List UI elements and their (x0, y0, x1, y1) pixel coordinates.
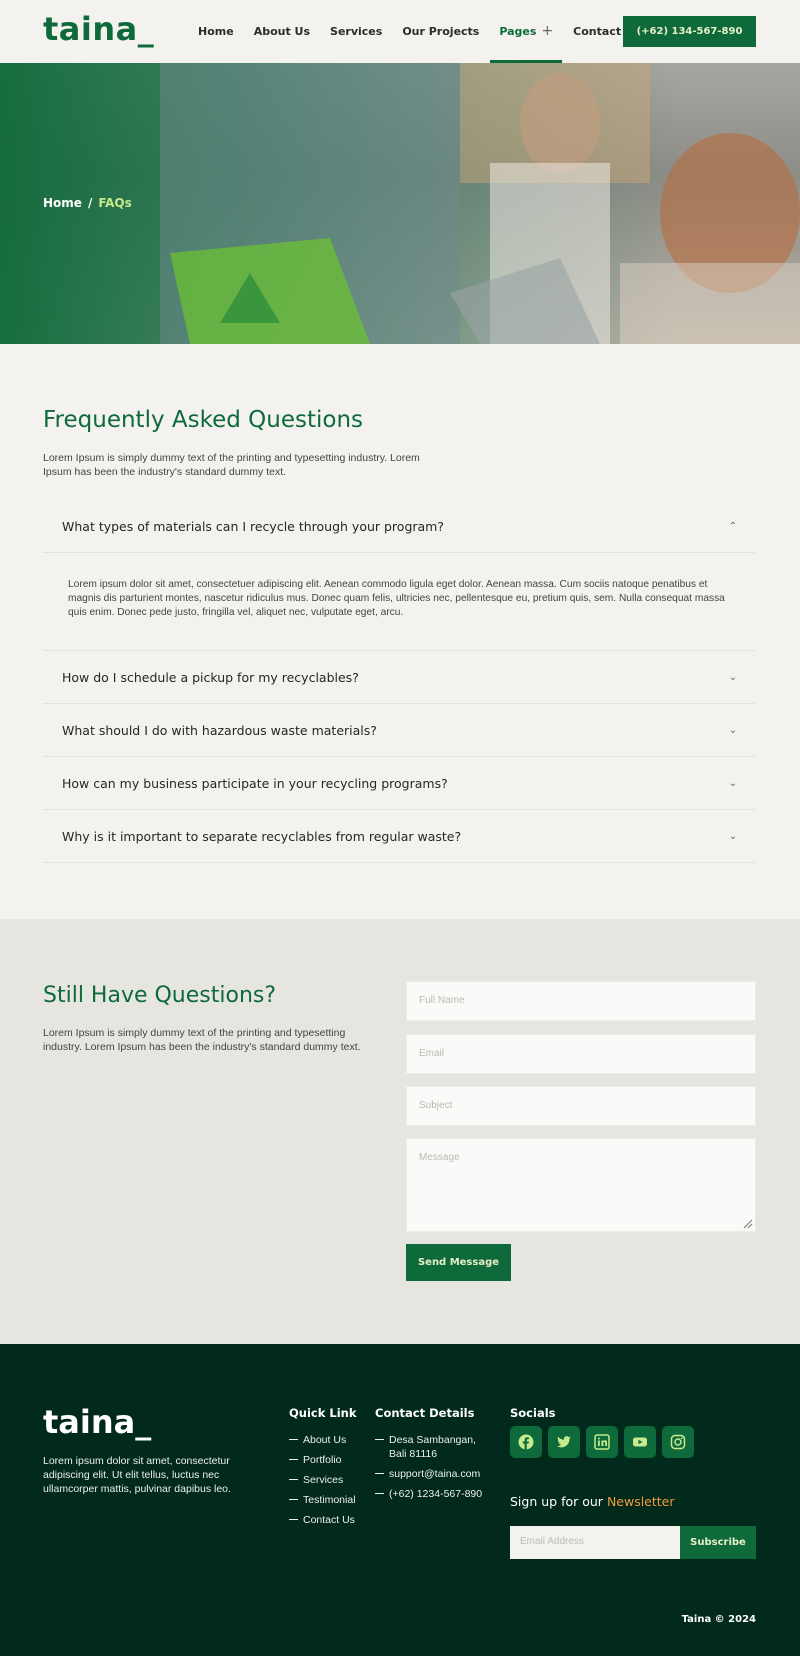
newsletter-highlight: Newsletter (606, 1494, 675, 1509)
quick-link-testimonial[interactable]: Testimonial (289, 1493, 356, 1507)
faq-title: Frequently Asked Questions (43, 407, 364, 433)
faq-question-text: What types of materials can I recycle through your program? (62, 518, 444, 534)
breadcrumb (43, 196, 132, 210)
instagram-icon[interactable] (662, 1426, 694, 1458)
quick-link-about[interactable]: About Us (289, 1433, 356, 1447)
faq-question-4[interactable] (43, 757, 755, 809)
contact-title: Still Have Questions? (43, 983, 277, 1008)
chevron-down-icon: ⌄ (728, 724, 738, 736)
nav-pages-label: Pages (499, 25, 537, 38)
nav-about-us[interactable]: About Us (253, 25, 311, 38)
nav-contact[interactable]: Contact (573, 25, 622, 38)
faq-question-text: How can my business participate in your recycling programs? (62, 775, 448, 791)
nav-home[interactable]: Home (198, 25, 234, 38)
faq-item (43, 757, 755, 810)
nav-pages[interactable] (499, 0, 553, 63)
faq-intro: Lorem Ipsum is simply dummy text of the printing and typesetting industry. Lorem Ipsum has been the industry's standard dummy text. (43, 452, 420, 478)
linkedin-icon[interactable] (586, 1426, 618, 1458)
faq-item (43, 810, 755, 863)
breadcrumb-separator: / (87, 196, 93, 210)
phone-button[interactable]: (+62) 134-567-890 (623, 16, 756, 47)
youtube-icon[interactable] (624, 1426, 656, 1458)
faq-item (43, 500, 755, 651)
contact-details (375, 1433, 495, 1507)
social-icons (510, 1426, 694, 1458)
quick-link-title: Quick Link (289, 1406, 357, 1420)
quick-links (289, 1433, 356, 1533)
contact-email[interactable]: support@taina.com (375, 1467, 495, 1481)
contact-address: Desa Sambangan, Bali 81116 (375, 1433, 495, 1461)
faq-question-3[interactable] (43, 704, 755, 756)
full-name-input[interactable]: Full Name (406, 981, 756, 1021)
chevron-up-icon: ⌃ (728, 520, 738, 532)
facebook-icon[interactable] (510, 1426, 542, 1458)
faq-answer-1: Lorem ipsum dolor sit amet, consectetuer adipiscing elit. Aenean commodo ligula eget dolor. Aenean massa. Cum sociis natoque penatibus et magnis dis parturient montes, nascetur ridiculus mus. Donec quam felis, ultricies nec, pellentesque eu, pretium quis, sem. Nulla consequat massa quis enim. Donec pede justo, fringilla vel, aliquet nec, vulputate eget, arcu. (43, 552, 755, 650)
contact-text: Lorem Ipsum is simply dummy text of the printing and typesetting industry. Lorem Ipsum has been the industry's standard dummy text. (43, 1027, 361, 1053)
newsletter-title (510, 1494, 675, 1509)
faq-accordion (43, 500, 755, 863)
copyright: Taina © 2024 (681, 1614, 756, 1625)
faq-question-5[interactable] (43, 810, 755, 862)
contact-phone[interactable]: (+62) 1234-567-890 (375, 1487, 495, 1501)
subject-input[interactable]: Subject (406, 1086, 756, 1126)
breadcrumb-home[interactable]: Home (43, 196, 82, 210)
hero-banner (0, 63, 800, 344)
nav-our-projects[interactable]: Our Projects (402, 25, 480, 38)
plus-icon: + (541, 23, 554, 39)
faq-item (43, 651, 755, 704)
chevron-down-icon: ⌄ (728, 830, 738, 842)
quick-link-services[interactable]: Services (289, 1473, 356, 1487)
logo[interactable]: taina_ (43, 10, 155, 48)
twitter-icon[interactable] (548, 1426, 580, 1458)
subscribe-button[interactable]: Subscribe (680, 1526, 756, 1559)
site-header (0, 0, 800, 63)
email-input[interactable]: Email (406, 1034, 756, 1074)
message-textarea[interactable] (406, 1138, 756, 1232)
breadcrumb-current: FAQs (98, 196, 132, 210)
contact-section (0, 919, 800, 1344)
faq-question-2[interactable] (43, 651, 755, 703)
message-placeholder: Message (419, 1152, 460, 1163)
chevron-down-icon: ⌄ (728, 777, 738, 789)
send-message-button[interactable]: Send Message (406, 1244, 511, 1281)
nav-services[interactable]: Services (330, 25, 383, 38)
faq-question-1[interactable] (43, 500, 755, 552)
newsletter-email-input[interactable]: Email Address (510, 1526, 680, 1559)
chevron-down-icon: ⌄ (728, 671, 738, 683)
newsletter-prefix: Sign up for our (510, 1494, 603, 1509)
main-nav (198, 0, 641, 63)
resize-handle-icon[interactable] (743, 1219, 753, 1229)
footer-about: Lorem ipsum dolor sit amet, consectetur adipiscing elit. Ut elit tellus, luctus nec ullamcorper mattis, pulvinar dapibus leo. (43, 1455, 231, 1495)
footer-logo[interactable]: taina_ (43, 1403, 152, 1441)
site-footer (0, 1344, 800, 1656)
socials-title: Socials (510, 1406, 556, 1420)
faq-question-text: What should I do with hazardous waste materials? (62, 722, 377, 738)
faq-question-text: Why is it important to separate recyclables from regular waste? (62, 828, 462, 844)
faq-item (43, 704, 755, 757)
quick-link-portfolio[interactable]: Portfolio (289, 1453, 356, 1467)
faq-question-text: How do I schedule a pickup for my recyclables? (62, 669, 359, 685)
quick-link-contact[interactable]: Contact Us (289, 1513, 356, 1527)
contact-details-title: Contact Details (375, 1406, 475, 1420)
